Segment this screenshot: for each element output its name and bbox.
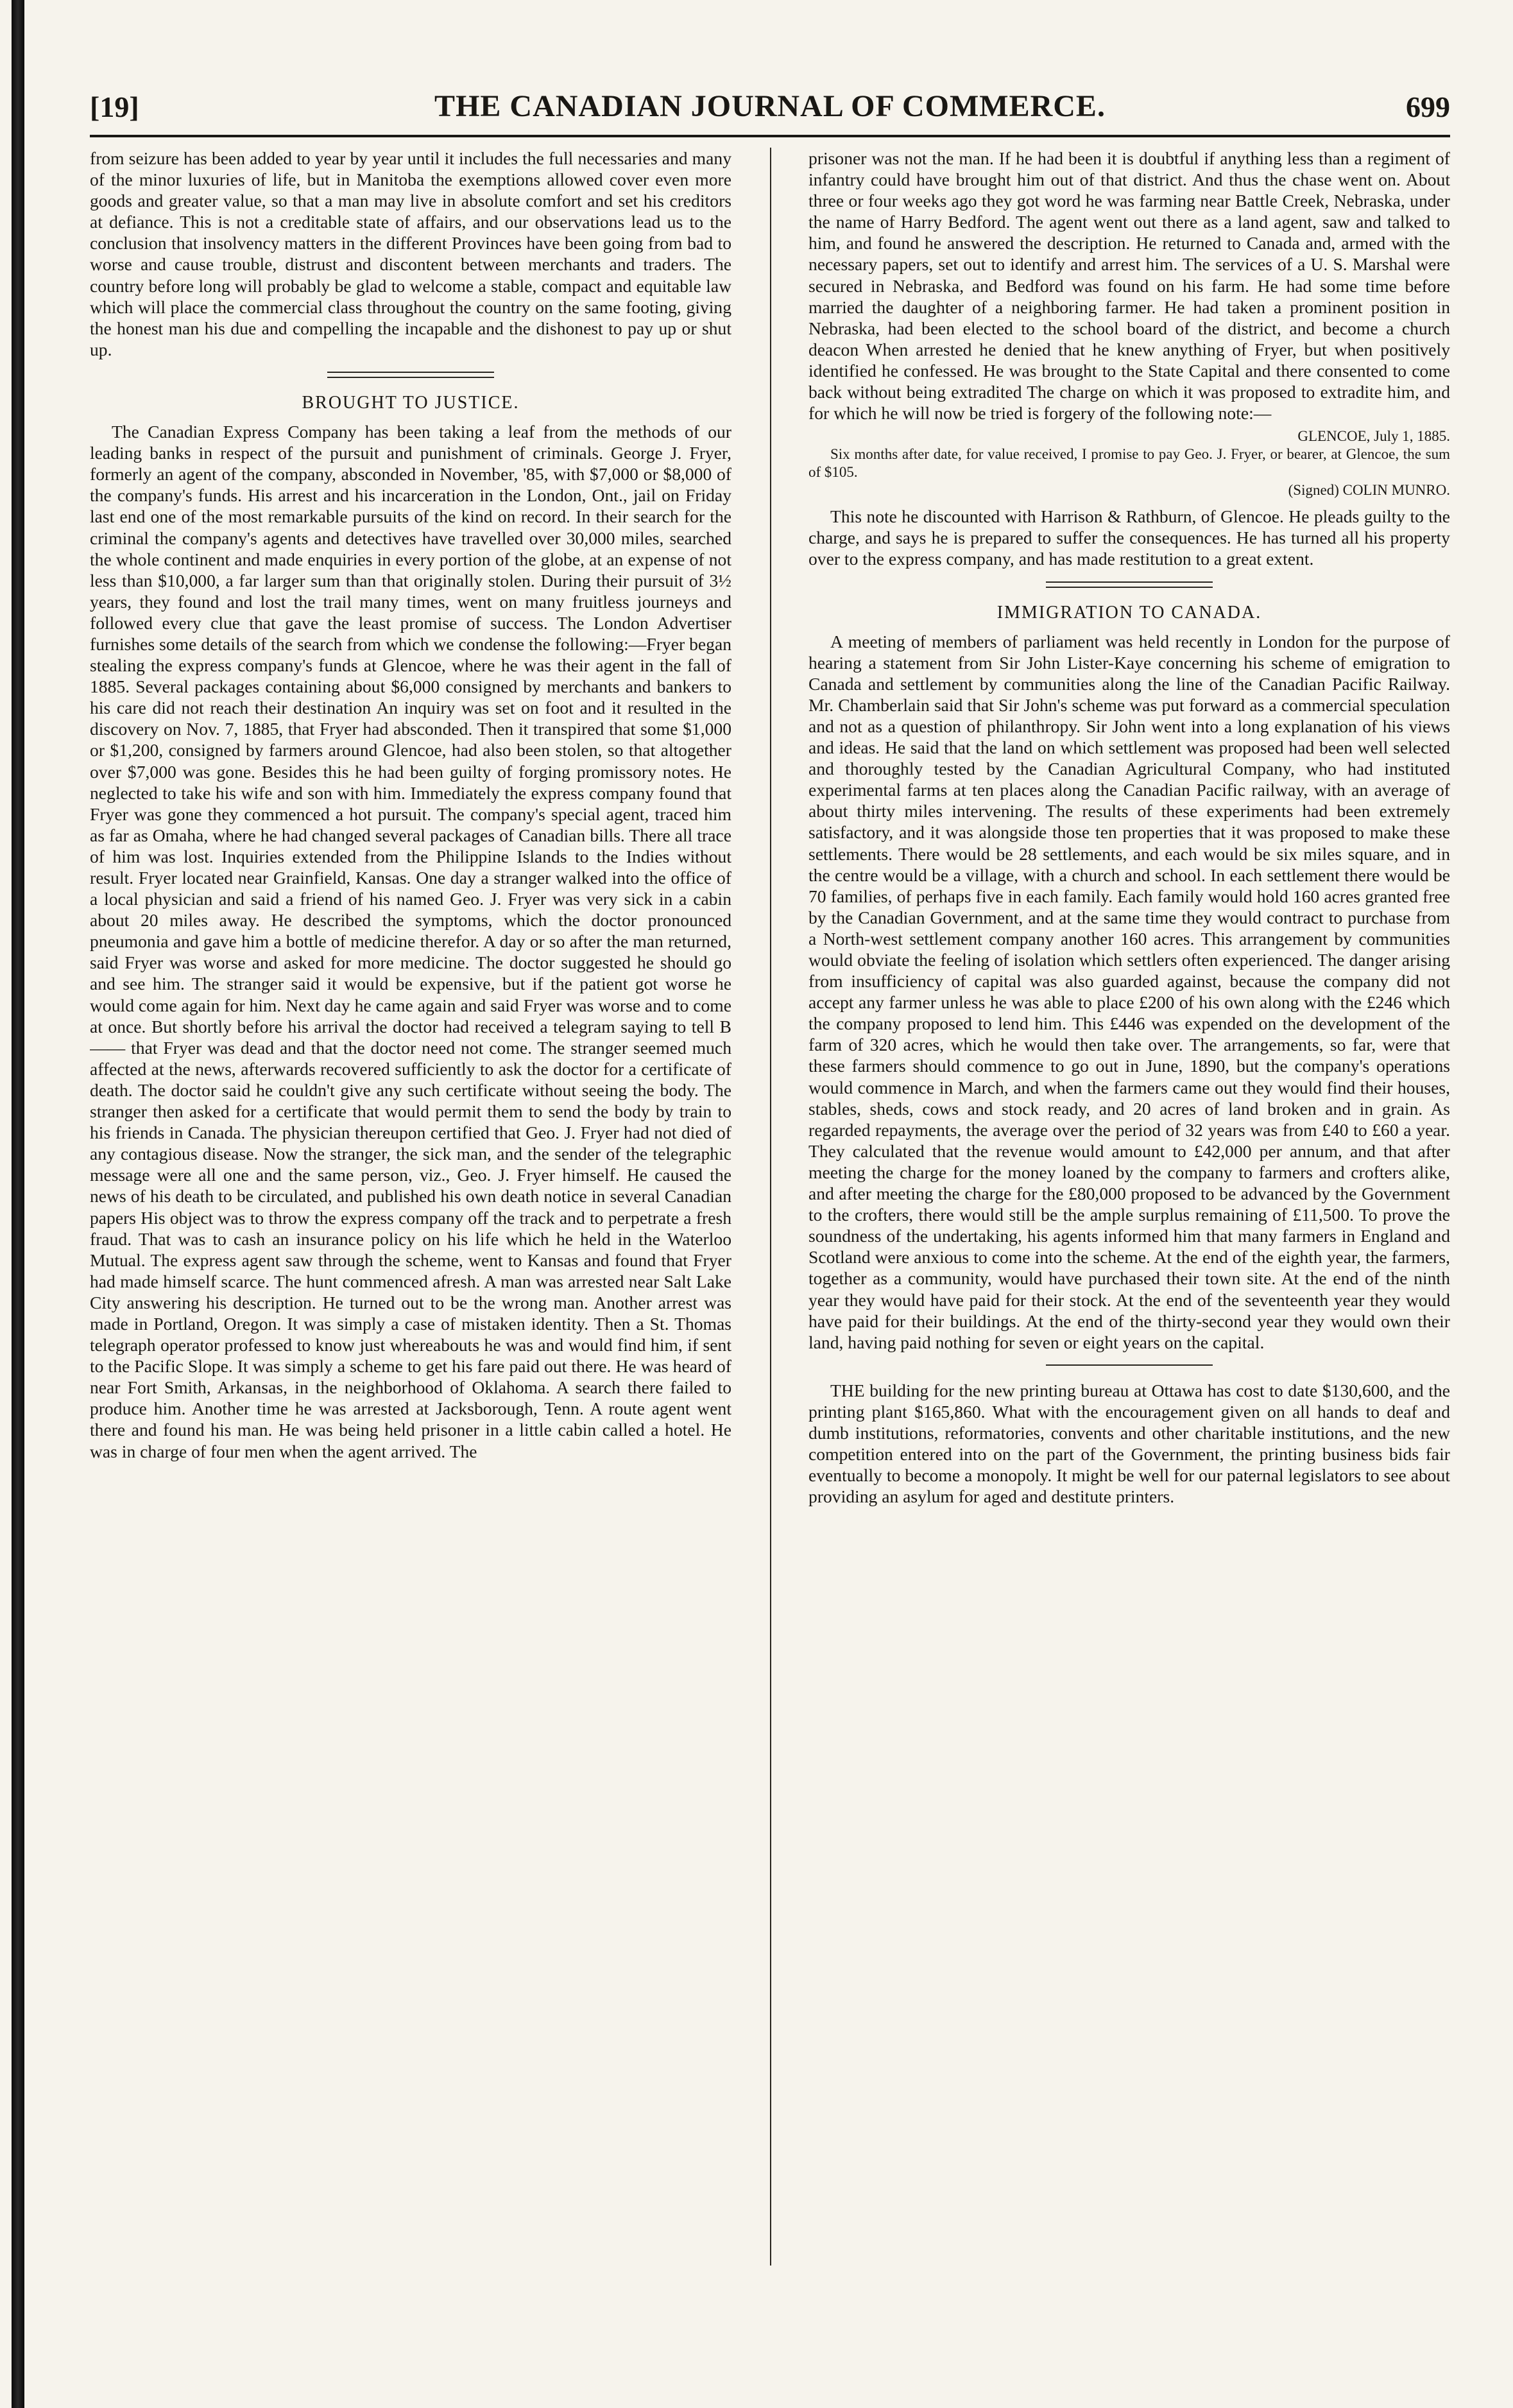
printing-bureau-paragraph: THE building for the new printing bureau at Ottawa has cost to date $130,600, and the printing plant $165,860. What with the encouragement given on all hands to deaf and dumb institutions, reformatories, convents and other charitable institutions, and the new competition entered into on the part of the Government, the printing business bids fair eventually to become a monopoly. It might be well for our paternal legislators to see about providing an asylum for aged and destitute printers. [808,1380,1450,1507]
note-place-date: GLENCOE, July 1, 1885. [1297,428,1450,445]
page-header [90,83,1450,137]
article-heading-immigration: IMMIGRATION TO CANADA. [996,602,1262,623]
column-rule [770,148,771,2266]
section-divider [327,372,494,378]
newspaper-page [90,83,1450,2368]
section-divider [1046,1364,1213,1366]
section-divider [1046,581,1213,588]
promissory-note [808,427,1450,499]
note-body: Six months after date, for value received, I promise to pay Geo. J. Fryer, or bearer, at Glencoe, the sum of $105. [808,446,1450,481]
immigration-article-body: A meeting of members of parliament was held recently in London for the purpose of hearing a statement from Sir John Lister-Kaye concerning his scheme of emigration to Canada and settlement by communities along the line of the Canadian Pacific Railway. Mr. Chamberlain said that Sir John's scheme was put forward as a commercial speculation and not as a question of philanthropy. Sir John went into a long explanation of his views and ideas. He said that the land on which settlement was proposed had been well selected and thoroughly tested by the Canadian Agricultural Company, who had instituted experimental farms at ten places along the Canadian Pacific railway, with an average of about thirty miles intervening. The results of these experiments had been extremely satisfactory, and it was alongside those ten properties that it was proposed to make these settlements. There would be 28 settlements, and each would be six miles square, and in the centre would be a village, with a church and school. In each settlement there would be 70 families, of perhaps five in each family. Each family would hold 160 acres granted free by the Canadian Government, and at the same time they would contract to purchase from a North-west settlement company another 160 acres. This arrangement by communities would obviate the feeling of isolation which settlers often experienced. The danger arising from insufficiency of capital was also guarded against, because the company did not accept any farmer unless he was able to place £200 of his own along with the £246 which the company proposed to lend him. This £446 was expended on the development of the farm of 320 acres, which he would then take over. The arrangements, so far, were that these farmers should commence to go out in June, 1890, but the company's operations would commence in March, and when the farmers came out they would find their houses, stables, sheds, cows and stock ready, and 20 acres of land broken and in grain. As regarded repayments, the average over the period of 32 years was from £40 to £60 a year. They calculated that the revenue would amount to £42,000 per annum, and that after meeting the charge for the money loaned by the company to farmers and crofters alike, and after meeting the charge for the £80,000 proposed to be advanced by the Government to the crofters, there would still be the ample surplus remaining of £11,500. To prove the soundness of the undertaking, his agents informed him that many farmers in England and Scotland were anxious to come into the scheme. At the end of the eighth year, the farmers, together as a community, would have purchased their town site. At the end of the ninth year they would have paid for their stock. At the end of the seventeenth year they would have paid for their buildings. At the end of the thirty-second year they would own their land, having paid nothing for seven or eight years on the capital. [808,631,1450,1352]
left-column [90,148,731,2355]
note-signature: (Signed) COLIN MUNRO. [1288,482,1450,499]
insolvency-paragraph: from seizure has been added to year by year until it includes the full necessaries and many of the minor luxuries of life, but in Manitoba the exemptions allowed cover even more goods and greater value, so that a man may live in absolute comfort and set his creditors at defiance. This is not a creditable state of affairs, and our observations lead us to the conclusion that insolvency matters in the different Provinces have been going from bad to worse and cause trouble, distrust and discontent between merchants and traders. The country before long will probably be glad to welcome a stable, compact and equitable law which will place the commercial class throughout the country on the same footing, giving the honest man his due and compelling the incapable and the dishonest to pay up or shut up. [90,148,731,359]
page-number: 699 [1406,90,1450,123]
journal-title: THE CANADIAN JOURNAL OF COMMERCE. [434,89,1106,123]
justice-continuation: prisoner was not the man. If he had been it is doubtful if anything less than a regiment of infantry could have brought him out of that district. And thus the chase went on. About three or four weeks ago they got word he was farming near Battle Creek, Nebraska, under the name of Harry Bedford. The agent went out there as a land agent, saw and talked to him, and found he answered the description. He returned to Canada and, armed with the necessary papers, set out to identify and arrest him. The services of a U. S. Marshal were secured in Nebraska, and Bedford was found on his farm. He had some time before married the daughter of a neighboring farmer. He had taken a prominent position in Nebraska, had been elected to the school board of the district, and become a church deacon When arrested he denied that he knew anything of Fryer, but when positively identified he confessed. He was brought to the State Capital and there consented to come back without being extradited The charge on which it was proposed to extradite him, and for which he will now be tried is forgery of the following note:— [808,148,1450,424]
after-note-paragraph: This note he discounted with Harrison & Rathburn, of Glencoe. He pleads guilty to the charge, and says he is prepared to suffer the consequences. He has turned all his property over to the express company, and has made restitution to a great extent. [808,506,1450,569]
right-column [808,148,1450,2355]
justice-article-body: The Canadian Express Company has been taking a leaf from the methods of our leading banks in respect of the pursuit and punishment of criminals. George J. Fryer, formerly an agent of the company, absconded in November, '85, with $7,000 or $8,000 of the company's funds. His arrest and his incarceration in the London, Ont., jail on Friday last end one of the most remarkable pursuits of the kind on record. In their search for the criminal the company's agents and detectives have travelled over 30,000 miles, searched the whole continent and made enquiries in every portion of the globe, at an expense of not less than $10,000, a far larger sum than that originally stolen. During their pursuit of 3½ years, they found and lost the trail many times, went on many fruitless journeys and followed every clue that gave the least promise of success. The London Advertiser furnishes some details of the search from which we condense the following:—Fryer began stealing the express company's funds at Glencoe, where he was their agent in the fall of 1885. Several packages containing about $6,000 consigned by merchants and bankers to his care did not reach their destination An inquiry was set on foot and it resulted in the discovery on Nov. 7, 1885, that Fryer had absconded. Then it transpired that some $1,000 or $1,200, consigned by farmers around Glencoe, had also been stolen, so that altogether over $7,000 was gone. Besides this he had been guilty of forging promissory notes. He neglected to take his wife and son with him. Immediately the express company found that Fryer was gone they commenced a hot pursuit. The company's special agent, traced him as far as Omaha, where he had changed several packages of Canadian bills. There all trace of him was lost. Inquiries extended from the Philippine Islands to the Indies without result. Fryer located near Grainfield, Kansas. One day a stranger walked into the office of a local physician and said a friend of his named Geo. J. Fryer was very sick in a cabin about 20 miles away. He described the symptoms, which the doctor pronounced pneumonia and gave him a bottle of medicine therefor. A day or so after the man returned, said Fryer was worse and asked for more medicine. The doctor suggested he should go and see him. The stranger said it would be expensive, but if the patient got worse he would come again for him. Next day he came again and said Fryer was worse and to come at once. But shortly before his arrival the doctor had received a telegram saying to tell B—— that Fryer was dead and that the doctor need not come. The stranger seemed much affected at the news, afterwards recovered sufficiently to ask the doctor for a certificate of death. The doctor said he couldn't give any such certificate without seeing the body. The stranger then asked for a certificate that would permit them to send the body by train to his friends in Canada. The physician thereupon certified that Geo. J. Fryer had not died of any contagious disease. Now the stranger, the sick man, and the sender of the telegraphic message were all one and the same person, viz., Geo. J. Fryer himself. He caused the news of his death to be circulated, and published his own death notice in several Canadian papers His object was to throw the express company off the track and to perpetrate a fresh fraud. That was to cash an insurance policy on his life which he held in the Waterloo Mutual. The express agent saw through the scheme, went to Kansas and found that Fryer had made himself scarce. The hunt commenced afresh. A man was arrested near Salt Lake City answering his description. He turned out to be the wrong man. Another arrest was made in Portland, Oregon. It was simply a case of mistaken identity. Then a St. Thomas telegraph operator professed to know just whereabouts he was and would find him, if sent to the Pacific Slope. It was simply a scheme to get his fare paid out there. He was heard of near Fort Smith, Arkansas, in the neighborhood of Oklahoma. A search there failed to produce him. Another time he was arrested at Jacksborough, Tenn. A route agent went there and found his man. He was being held prisoner in a little cabin called a hotel. He was in charge of four men when the agent arrived. The [90,422,731,1461]
binding-edge [12,0,24,2408]
issue-number: [19] [90,90,139,123]
article-heading-justice: BROUGHT TO JUSTICE. [302,392,520,413]
